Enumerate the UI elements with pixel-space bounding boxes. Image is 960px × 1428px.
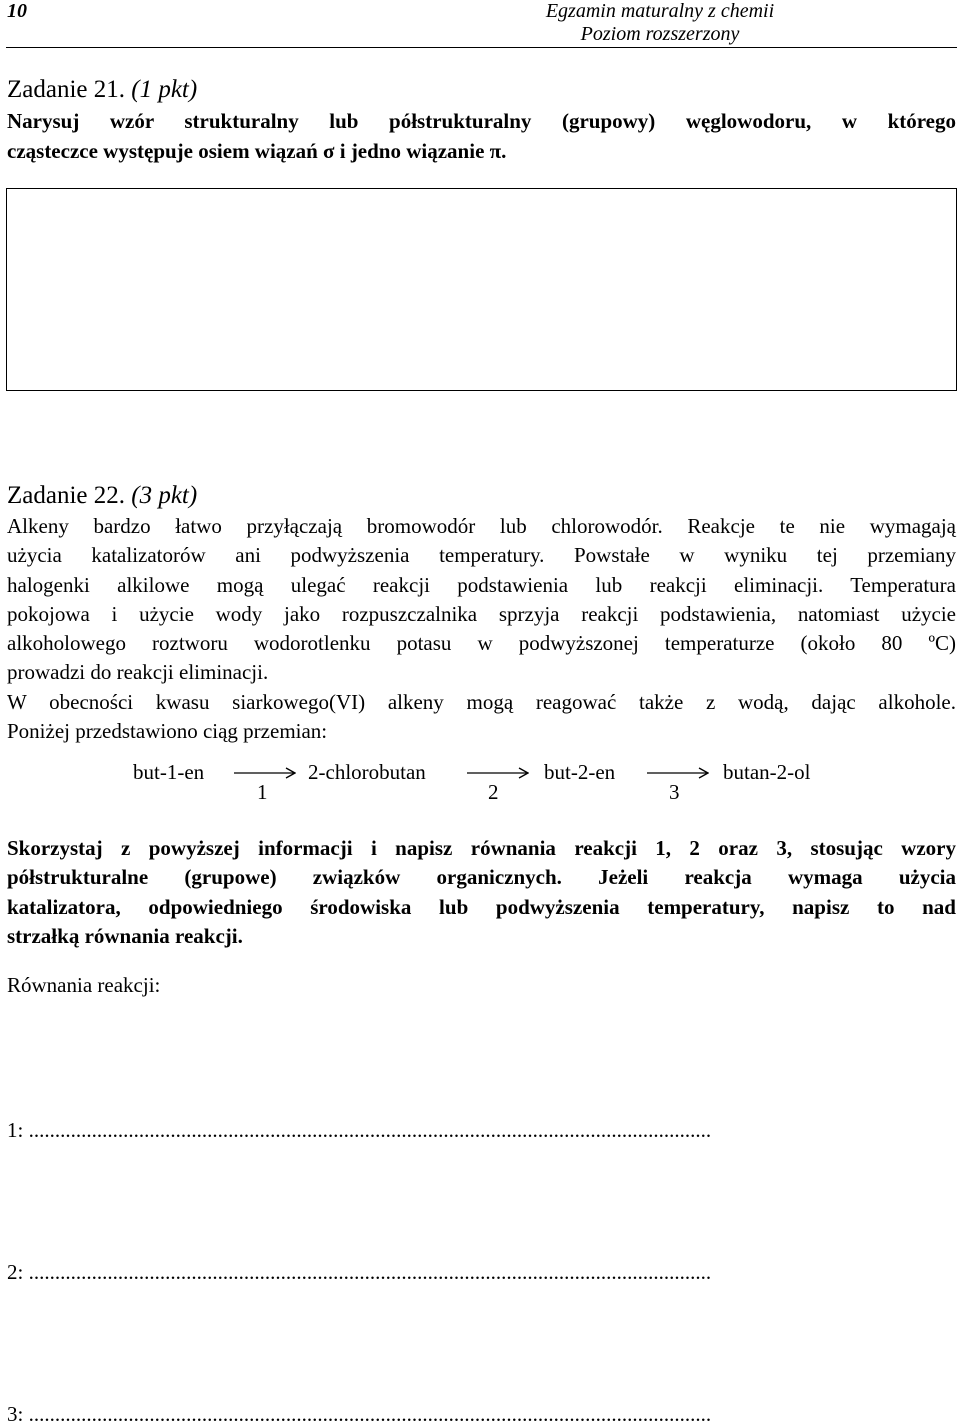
chain-step-2: 2 <box>488 780 499 804</box>
task-21-instruction <box>7 107 956 166</box>
exam-title: Egzamin maturalny z chemii <box>545 0 775 22</box>
task-22-instruction <box>7 834 956 951</box>
chain-compound-4: butan-2-ol <box>723 760 811 784</box>
header-divider <box>6 47 957 48</box>
chain-compound-1: but-1-en <box>133 760 205 784</box>
task-21-points: (1 pkt) <box>131 76 198 103</box>
intro-line: użycia katalizatorów ani podwyższenia temperatury. Powstałe w wyniku tej przemiany <box>7 543 956 568</box>
chain-compound-3: but-2-en <box>544 760 616 784</box>
answers-label: Równania reakcji: <box>7 973 161 997</box>
task-21-answer-box[interactable] <box>6 188 957 391</box>
intro-line: pokojowa i użycie wody jako rozpuszczalnika sprzyja reakcji podstawienia, natomiast użycie <box>7 601 956 626</box>
chain-compound-2: 2-chlorobutan <box>308 760 426 784</box>
task-21-instruction-line: cząsteczce występuje osiem wiązań σ i jedno wiązanie π. <box>7 138 507 163</box>
page-number: 10 <box>7 0 27 22</box>
chain-step-1: 1 <box>257 780 268 804</box>
task-22-points: (3 pkt) <box>131 482 198 509</box>
task-21-title: Zadanie 21. <box>7 76 126 103</box>
task-21-heading <box>7 76 197 104</box>
task-22-heading <box>7 482 197 510</box>
answer-line-3[interactable]: 3: .................................................................................................................................. <box>7 1402 712 1426</box>
chain-step-3: 3 <box>669 780 680 804</box>
instruction-line: Skorzystaj z powyższej informacji i napisz równania reakcji 1, 2 oraz 3, stosując wzory <box>7 836 956 860</box>
exam-level: Poziom rozszerzony <box>580 23 740 45</box>
intro-line: alkoholowego roztworu wodorotlenku potasu w podwyższonej temperaturze (około 80 ºC) <box>7 631 956 656</box>
intro-line: Poniżej przedstawiono ciąg przemian: <box>7 719 328 744</box>
answer-line-2[interactable]: 2: .................................................................................................................................. <box>7 1260 712 1284</box>
task-22-intro <box>7 512 956 746</box>
intro-line: W obecności kwasu siarkowego(VI) alkeny mogą reagować także z wodą, dając alkohole. <box>7 689 956 714</box>
instruction-line: strzałką równania reakcji. <box>7 923 243 948</box>
task-22-title: Zadanie 22. <box>7 482 126 509</box>
instruction-line: półstrukturalne (grupowe) związków organicznych. Jeżeli reakcja wymaga użycia <box>7 865 956 890</box>
intro-line: prowadzi do reakcji eliminacji. <box>7 660 269 685</box>
intro-line: Alkeny bardzo łatwo przyłączają bromowodór lub chlorowodór. Reakcje te nie wymagają <box>7 514 956 538</box>
intro-line: halogenki alkilowe mogą ulegać reakcji podstawienia lub reakcji eliminacji. Temperatura <box>7 572 956 597</box>
task-21-instruction-line: Narysuj wzór strukturalny lub półstrukturalny (grupowy) węglowodoru, w którego <box>7 109 956 133</box>
answer-line-1[interactable]: 1: .................................................................................................................................. <box>7 1118 712 1142</box>
instruction-line: katalizatora, odpowiedniego środowiska lub podwyższenia temperatury, napisz to nad <box>7 894 956 919</box>
